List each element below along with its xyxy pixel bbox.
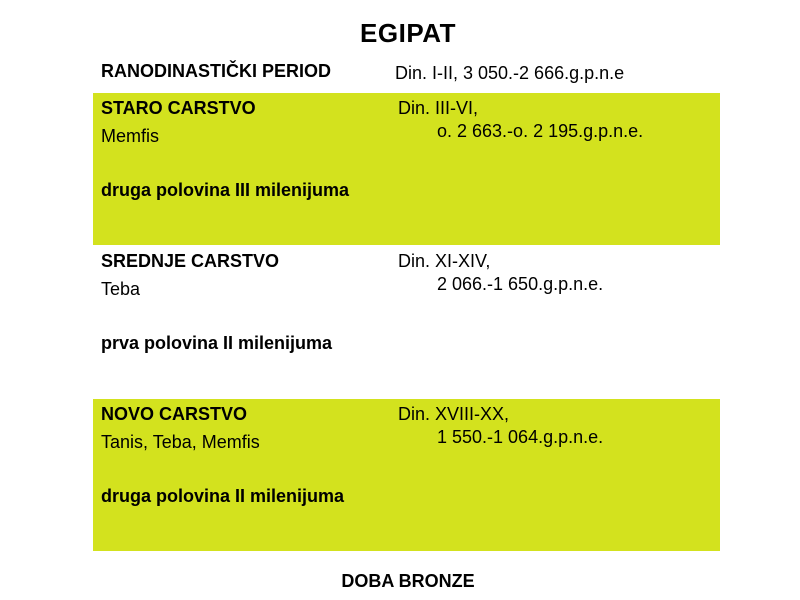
table-row-ranodinasticki xyxy=(93,55,720,92)
era-name: STARO CARSTVO xyxy=(101,98,256,118)
era-name: RANODINASTIČKI PERIOD xyxy=(101,61,332,81)
table-row-srednje-carstvo xyxy=(93,246,720,398)
row-right-cell xyxy=(398,403,718,448)
page-title: EGIPAT xyxy=(360,18,456,48)
era-name: SREDNJE CARSTVO xyxy=(101,251,280,271)
row-left-cell xyxy=(101,403,391,507)
row-left-cell xyxy=(101,250,391,354)
era-dynasties: Din. XVIII-XX, xyxy=(398,404,510,424)
era-dynasties: Din. I-II, 3 050.-2 666.g.p.n.e xyxy=(395,63,625,83)
era-period: prva polovina II milenijuma xyxy=(101,333,333,353)
era-period: druga polovina III milenijuma xyxy=(101,180,350,200)
row-right-cell xyxy=(395,62,715,84)
era-cities: Teba xyxy=(101,279,141,299)
row-left-cell xyxy=(101,60,391,82)
era-dynasties: Din. XI-XIV, xyxy=(398,251,491,271)
row-right-cell xyxy=(398,250,718,295)
table-row-novo-carstvo xyxy=(93,399,720,551)
footer-caption: DOBA BRONZE xyxy=(341,571,475,591)
era-dates: 1 550.-1 064.g.p.n.e. xyxy=(437,427,604,447)
table-row-staro-carstvo xyxy=(93,93,720,245)
era-cities: Memfis xyxy=(101,126,159,146)
era-dynasties: Din. III-VI, xyxy=(398,98,479,118)
era-name: NOVO CARSTVO xyxy=(101,404,248,424)
row-right-cell xyxy=(398,97,718,142)
era-dates: 2 066.-1 650.g.p.n.e. xyxy=(437,274,604,294)
era-period: druga polovina II milenijuma xyxy=(101,486,345,506)
era-dates: o. 2 663.-o. 2 195.g.p.n.e. xyxy=(437,121,644,141)
row-left-cell xyxy=(101,97,391,201)
era-cities: Tanis, Teba, Memfis xyxy=(101,432,260,452)
